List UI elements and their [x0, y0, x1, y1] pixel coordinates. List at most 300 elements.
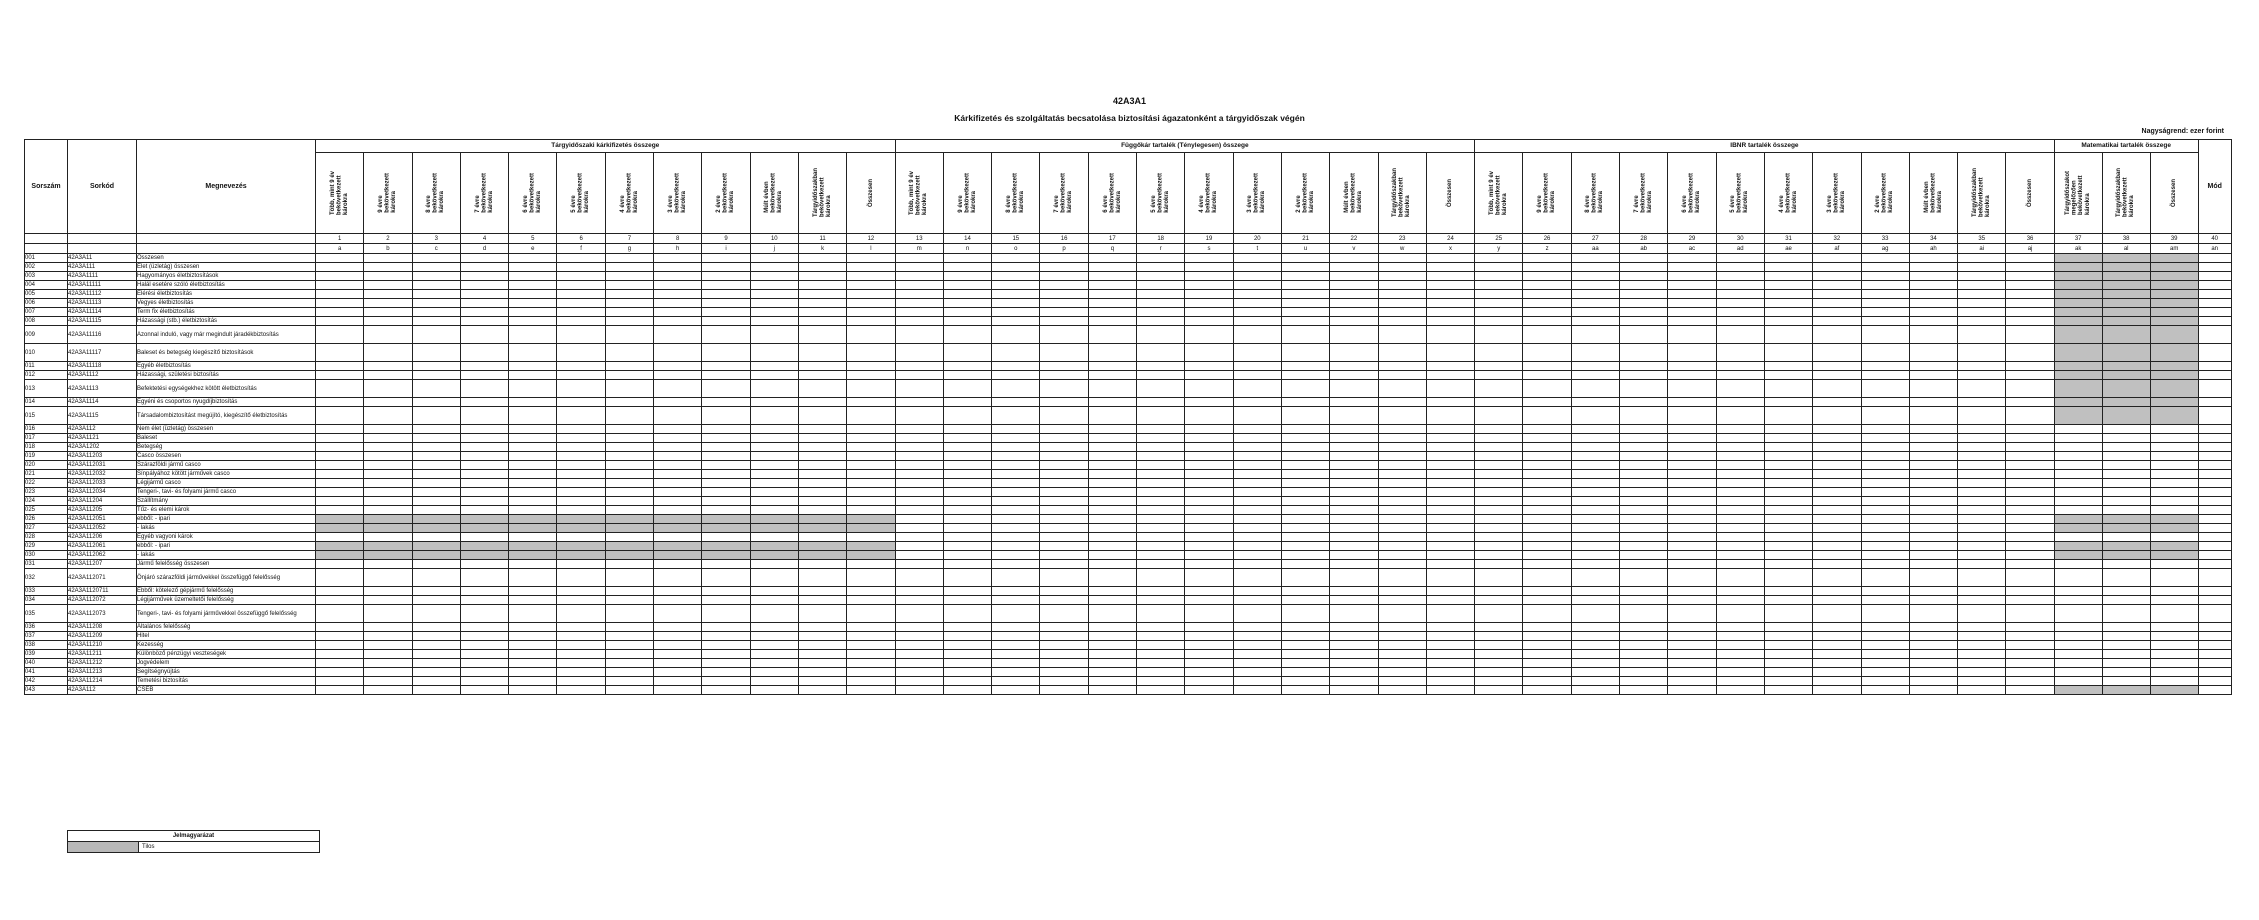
- data-cell[interactable]: [509, 272, 557, 281]
- data-cell[interactable]: [1813, 686, 1861, 695]
- data-cell[interactable]: [316, 677, 364, 686]
- data-cell[interactable]: [2054, 686, 2102, 695]
- data-cell[interactable]: [1378, 596, 1426, 605]
- data-cell[interactable]: [1909, 470, 1957, 479]
- data-cell[interactable]: [943, 263, 991, 272]
- data-cell[interactable]: [605, 551, 653, 560]
- data-cell[interactable]: [943, 506, 991, 515]
- data-cell[interactable]: [1088, 506, 1136, 515]
- data-cell[interactable]: [316, 317, 364, 326]
- data-cell[interactable]: [654, 371, 702, 380]
- data-cell[interactable]: [2006, 605, 2054, 623]
- data-cell[interactable]: [2150, 524, 2198, 533]
- data-cell[interactable]: [557, 461, 605, 470]
- data-cell[interactable]: [1426, 371, 1474, 380]
- data-cell[interactable]: [1040, 317, 1088, 326]
- data-cell[interactable]: [895, 317, 943, 326]
- data-cell[interactable]: [1233, 461, 1281, 470]
- data-cell[interactable]: [2150, 641, 2198, 650]
- data-cell[interactable]: [509, 542, 557, 551]
- data-cell[interactable]: [1088, 515, 1136, 524]
- data-cell[interactable]: [460, 632, 508, 641]
- data-cell[interactable]: [2054, 587, 2102, 596]
- data-cell[interactable]: [847, 344, 895, 362]
- data-cell[interactable]: [1330, 479, 1378, 488]
- data-cell[interactable]: [943, 686, 991, 695]
- data-cell[interactable]: [992, 254, 1040, 263]
- data-cell[interactable]: [1958, 488, 2006, 497]
- data-cell[interactable]: [1716, 515, 1764, 524]
- data-cell[interactable]: [2054, 263, 2102, 272]
- data-cell[interactable]: [1088, 326, 1136, 344]
- data-cell[interactable]: [1909, 650, 1957, 659]
- data-cell[interactable]: [2150, 326, 2198, 344]
- data-cell[interactable]: [364, 299, 412, 308]
- data-cell[interactable]: [2102, 686, 2150, 695]
- data-cell[interactable]: [798, 506, 846, 515]
- data-cell[interactable]: [1475, 560, 1523, 569]
- data-cell[interactable]: [1571, 623, 1619, 632]
- data-cell[interactable]: [1716, 254, 1764, 263]
- data-cell[interactable]: [1040, 524, 1088, 533]
- data-cell[interactable]: [1668, 398, 1716, 407]
- data-cell[interactable]: [2150, 488, 2198, 497]
- data-cell[interactable]: [1861, 560, 1909, 569]
- data-cell[interactable]: [943, 290, 991, 299]
- data-cell[interactable]: [509, 551, 557, 560]
- data-cell[interactable]: [1475, 596, 1523, 605]
- data-cell[interactable]: [1620, 362, 1668, 371]
- data-cell[interactable]: [1909, 326, 1957, 344]
- data-cell[interactable]: [2054, 515, 2102, 524]
- data-cell[interactable]: [992, 380, 1040, 398]
- data-cell[interactable]: [1330, 560, 1378, 569]
- data-cell[interactable]: [1958, 398, 2006, 407]
- data-cell[interactable]: [1426, 542, 1474, 551]
- data-cell[interactable]: [1088, 425, 1136, 434]
- data-cell[interactable]: [943, 371, 991, 380]
- data-cell[interactable]: [1330, 497, 1378, 506]
- data-cell[interactable]: [943, 272, 991, 281]
- data-cell[interactable]: [943, 650, 991, 659]
- data-cell[interactable]: [1475, 605, 1523, 623]
- data-cell[interactable]: [2198, 479, 2231, 488]
- data-cell[interactable]: [702, 623, 750, 632]
- data-cell[interactable]: [654, 560, 702, 569]
- data-cell[interactable]: [460, 650, 508, 659]
- data-cell[interactable]: [412, 407, 460, 425]
- data-cell[interactable]: [2102, 470, 2150, 479]
- data-cell[interactable]: [1861, 659, 1909, 668]
- data-cell[interactable]: [1330, 434, 1378, 443]
- data-cell[interactable]: [460, 407, 508, 425]
- data-cell[interactable]: [2150, 560, 2198, 569]
- data-cell[interactable]: [943, 524, 991, 533]
- data-cell[interactable]: [1137, 506, 1185, 515]
- data-cell[interactable]: [2150, 263, 2198, 272]
- data-cell[interactable]: [2198, 371, 2231, 380]
- data-cell[interactable]: [2102, 326, 2150, 344]
- data-cell[interactable]: [2198, 425, 2231, 434]
- data-cell[interactable]: [798, 641, 846, 650]
- data-cell[interactable]: [1716, 434, 1764, 443]
- data-cell[interactable]: [316, 542, 364, 551]
- data-cell[interactable]: [1137, 560, 1185, 569]
- data-cell[interactable]: [943, 605, 991, 623]
- data-cell[interactable]: [2006, 596, 2054, 605]
- data-cell[interactable]: [1813, 605, 1861, 623]
- data-cell[interactable]: [509, 479, 557, 488]
- data-cell[interactable]: [1620, 425, 1668, 434]
- data-cell[interactable]: [1958, 497, 2006, 506]
- data-cell[interactable]: [1958, 551, 2006, 560]
- data-cell[interactable]: [2150, 605, 2198, 623]
- data-cell[interactable]: [1571, 596, 1619, 605]
- data-cell[interactable]: [1571, 470, 1619, 479]
- data-cell[interactable]: [1281, 551, 1329, 560]
- data-cell[interactable]: [943, 398, 991, 407]
- data-cell[interactable]: [364, 443, 412, 452]
- data-cell[interactable]: [1330, 686, 1378, 695]
- data-cell[interactable]: [992, 551, 1040, 560]
- data-cell[interactable]: [1137, 587, 1185, 596]
- data-cell[interactable]: [1764, 686, 1812, 695]
- data-cell[interactable]: [509, 659, 557, 668]
- data-cell[interactable]: [460, 263, 508, 272]
- data-cell[interactable]: [2198, 560, 2231, 569]
- data-cell[interactable]: [2102, 677, 2150, 686]
- data-cell[interactable]: [2006, 623, 2054, 632]
- data-cell[interactable]: [2054, 650, 2102, 659]
- data-cell[interactable]: [992, 281, 1040, 290]
- data-cell[interactable]: [847, 407, 895, 425]
- data-cell[interactable]: [2054, 524, 2102, 533]
- data-cell[interactable]: [2150, 461, 2198, 470]
- data-cell[interactable]: [1426, 344, 1474, 362]
- data-cell[interactable]: [1620, 641, 1668, 650]
- data-cell[interactable]: [1475, 263, 1523, 272]
- data-cell[interactable]: [750, 452, 798, 461]
- data-cell[interactable]: [1523, 560, 1571, 569]
- data-cell[interactable]: [798, 398, 846, 407]
- data-cell[interactable]: [1571, 452, 1619, 461]
- data-cell[interactable]: [1426, 560, 1474, 569]
- data-cell[interactable]: [364, 434, 412, 443]
- data-cell[interactable]: [847, 443, 895, 452]
- data-cell[interactable]: [1909, 272, 1957, 281]
- data-cell[interactable]: [364, 407, 412, 425]
- data-cell[interactable]: [1185, 587, 1233, 596]
- data-cell[interactable]: [798, 533, 846, 542]
- data-cell[interactable]: [1378, 326, 1426, 344]
- data-cell[interactable]: [702, 488, 750, 497]
- data-cell[interactable]: [1137, 533, 1185, 542]
- data-cell[interactable]: [1475, 461, 1523, 470]
- data-cell[interactable]: [316, 299, 364, 308]
- data-cell[interactable]: [2102, 443, 2150, 452]
- data-cell[interactable]: [1281, 281, 1329, 290]
- data-cell[interactable]: [1523, 551, 1571, 560]
- data-cell[interactable]: [1668, 272, 1716, 281]
- data-cell[interactable]: [1378, 569, 1426, 587]
- data-cell[interactable]: [750, 461, 798, 470]
- data-cell[interactable]: [1475, 488, 1523, 497]
- data-cell[interactable]: [2102, 398, 2150, 407]
- data-cell[interactable]: [1861, 443, 1909, 452]
- data-cell[interactable]: [2054, 281, 2102, 290]
- data-cell[interactable]: [943, 470, 991, 479]
- data-cell[interactable]: [750, 254, 798, 263]
- data-cell[interactable]: [316, 281, 364, 290]
- data-cell[interactable]: [798, 587, 846, 596]
- data-cell[interactable]: [1620, 569, 1668, 587]
- data-cell[interactable]: [2006, 659, 2054, 668]
- data-cell[interactable]: [2198, 533, 2231, 542]
- data-cell[interactable]: [750, 587, 798, 596]
- data-cell[interactable]: [943, 299, 991, 308]
- data-cell[interactable]: [1764, 326, 1812, 344]
- data-cell[interactable]: [1378, 344, 1426, 362]
- data-cell[interactable]: [1813, 425, 1861, 434]
- data-cell[interactable]: [1620, 650, 1668, 659]
- data-cell[interactable]: [992, 299, 1040, 308]
- data-cell[interactable]: [605, 596, 653, 605]
- data-cell[interactable]: [1813, 308, 1861, 317]
- data-cell[interactable]: [1620, 587, 1668, 596]
- data-cell[interactable]: [2006, 443, 2054, 452]
- data-cell[interactable]: [992, 686, 1040, 695]
- data-cell[interactable]: [1475, 272, 1523, 281]
- data-cell[interactable]: [1571, 641, 1619, 650]
- data-cell[interactable]: [1958, 587, 2006, 596]
- data-cell[interactable]: [557, 488, 605, 497]
- data-cell[interactable]: [1281, 605, 1329, 623]
- data-cell[interactable]: [364, 533, 412, 542]
- data-cell[interactable]: [992, 488, 1040, 497]
- data-cell[interactable]: [1620, 479, 1668, 488]
- data-cell[interactable]: [2102, 344, 2150, 362]
- data-cell[interactable]: [1571, 272, 1619, 281]
- data-cell[interactable]: [509, 362, 557, 371]
- data-cell[interactable]: [895, 362, 943, 371]
- data-cell[interactable]: [460, 596, 508, 605]
- data-cell[interactable]: [654, 272, 702, 281]
- data-cell[interactable]: [750, 650, 798, 659]
- data-cell[interactable]: [1571, 308, 1619, 317]
- data-cell[interactable]: [798, 380, 846, 398]
- data-cell[interactable]: [2102, 371, 2150, 380]
- data-cell[interactable]: [1571, 326, 1619, 344]
- data-cell[interactable]: [943, 677, 991, 686]
- data-cell[interactable]: [364, 254, 412, 263]
- data-cell[interactable]: [895, 677, 943, 686]
- data-cell[interactable]: [2006, 326, 2054, 344]
- data-cell[interactable]: [1909, 380, 1957, 398]
- data-cell[interactable]: [1523, 677, 1571, 686]
- data-cell[interactable]: [509, 452, 557, 461]
- data-cell[interactable]: [895, 650, 943, 659]
- data-cell[interactable]: [1330, 398, 1378, 407]
- data-cell[interactable]: [750, 308, 798, 317]
- data-cell[interactable]: [943, 497, 991, 506]
- data-cell[interactable]: [750, 362, 798, 371]
- data-cell[interactable]: [1571, 443, 1619, 452]
- data-cell[interactable]: [1330, 254, 1378, 263]
- data-cell[interactable]: [1523, 479, 1571, 488]
- data-cell[interactable]: [1426, 659, 1474, 668]
- data-cell[interactable]: [364, 470, 412, 479]
- data-cell[interactable]: [1475, 641, 1523, 650]
- data-cell[interactable]: [509, 290, 557, 299]
- data-cell[interactable]: [1378, 524, 1426, 533]
- data-cell[interactable]: [557, 380, 605, 398]
- data-cell[interactable]: [1233, 425, 1281, 434]
- data-cell[interactable]: [412, 281, 460, 290]
- data-cell[interactable]: [654, 479, 702, 488]
- data-cell[interactable]: [1764, 362, 1812, 371]
- data-cell[interactable]: [316, 632, 364, 641]
- data-cell[interactable]: [2198, 362, 2231, 371]
- data-cell[interactable]: [1040, 380, 1088, 398]
- data-cell[interactable]: [1668, 677, 1716, 686]
- data-cell[interactable]: [1233, 506, 1281, 515]
- data-cell[interactable]: [460, 317, 508, 326]
- data-cell[interactable]: [895, 515, 943, 524]
- data-cell[interactable]: [1620, 371, 1668, 380]
- data-cell[interactable]: [1523, 497, 1571, 506]
- data-cell[interactable]: [2198, 443, 2231, 452]
- data-cell[interactable]: [412, 596, 460, 605]
- data-cell[interactable]: [2006, 488, 2054, 497]
- data-cell[interactable]: [1281, 326, 1329, 344]
- data-cell[interactable]: [2150, 596, 2198, 605]
- data-cell[interactable]: [1281, 344, 1329, 362]
- data-cell[interactable]: [1088, 380, 1136, 398]
- data-cell[interactable]: [2150, 506, 2198, 515]
- data-cell[interactable]: [1088, 308, 1136, 317]
- data-cell[interactable]: [1281, 659, 1329, 668]
- data-cell[interactable]: [2150, 470, 2198, 479]
- data-cell[interactable]: [1716, 425, 1764, 434]
- data-cell[interactable]: [992, 524, 1040, 533]
- data-cell[interactable]: [750, 443, 798, 452]
- data-cell[interactable]: [1716, 569, 1764, 587]
- data-cell[interactable]: [605, 407, 653, 425]
- data-cell[interactable]: [1330, 587, 1378, 596]
- data-cell[interactable]: [1475, 515, 1523, 524]
- data-cell[interactable]: [1040, 308, 1088, 317]
- data-cell[interactable]: [943, 326, 991, 344]
- data-cell[interactable]: [1958, 542, 2006, 551]
- data-cell[interactable]: [1716, 641, 1764, 650]
- data-cell[interactable]: [1764, 254, 1812, 263]
- data-cell[interactable]: [1040, 569, 1088, 587]
- data-cell[interactable]: [2198, 497, 2231, 506]
- data-cell[interactable]: [1185, 317, 1233, 326]
- data-cell[interactable]: [1137, 551, 1185, 560]
- data-cell[interactable]: [1813, 290, 1861, 299]
- data-cell[interactable]: [2102, 434, 2150, 443]
- data-cell[interactable]: [2006, 668, 2054, 677]
- data-cell[interactable]: [1909, 299, 1957, 308]
- data-cell[interactable]: [943, 668, 991, 677]
- data-cell[interactable]: [847, 677, 895, 686]
- data-cell[interactable]: [1764, 479, 1812, 488]
- data-cell[interactable]: [1764, 542, 1812, 551]
- data-cell[interactable]: [1958, 434, 2006, 443]
- data-cell[interactable]: [605, 659, 653, 668]
- data-cell[interactable]: [605, 452, 653, 461]
- data-cell[interactable]: [1620, 299, 1668, 308]
- data-cell[interactable]: [1281, 524, 1329, 533]
- data-cell[interactable]: [1378, 272, 1426, 281]
- data-cell[interactable]: [1813, 569, 1861, 587]
- data-cell[interactable]: [605, 443, 653, 452]
- data-cell[interactable]: [364, 596, 412, 605]
- data-cell[interactable]: [605, 488, 653, 497]
- data-cell[interactable]: [1909, 281, 1957, 290]
- data-cell[interactable]: [750, 668, 798, 677]
- data-cell[interactable]: [1137, 641, 1185, 650]
- data-cell[interactable]: [557, 452, 605, 461]
- data-cell[interactable]: [1281, 569, 1329, 587]
- data-cell[interactable]: [2054, 407, 2102, 425]
- data-cell[interactable]: [654, 605, 702, 623]
- data-cell[interactable]: [1426, 272, 1474, 281]
- data-cell[interactable]: [557, 281, 605, 290]
- data-cell[interactable]: [557, 659, 605, 668]
- data-cell[interactable]: [1040, 488, 1088, 497]
- data-cell[interactable]: [2198, 470, 2231, 479]
- data-cell[interactable]: [2102, 650, 2150, 659]
- data-cell[interactable]: [1426, 434, 1474, 443]
- data-cell[interactable]: [1523, 506, 1571, 515]
- data-cell[interactable]: [1571, 506, 1619, 515]
- data-cell[interactable]: [509, 641, 557, 650]
- data-cell[interactable]: [1764, 317, 1812, 326]
- data-cell[interactable]: [1716, 317, 1764, 326]
- data-cell[interactable]: [1233, 290, 1281, 299]
- data-cell[interactable]: [798, 623, 846, 632]
- data-cell[interactable]: [1620, 344, 1668, 362]
- data-cell[interactable]: [1137, 686, 1185, 695]
- data-cell[interactable]: [847, 632, 895, 641]
- data-cell[interactable]: [1861, 497, 1909, 506]
- data-cell[interactable]: [1281, 641, 1329, 650]
- data-cell[interactable]: [1330, 461, 1378, 470]
- data-cell[interactable]: [1137, 668, 1185, 677]
- data-cell[interactable]: [750, 605, 798, 623]
- data-cell[interactable]: [1764, 344, 1812, 362]
- data-cell[interactable]: [1233, 398, 1281, 407]
- data-cell[interactable]: [750, 569, 798, 587]
- data-cell[interactable]: [992, 506, 1040, 515]
- data-cell[interactable]: [557, 326, 605, 344]
- data-cell[interactable]: [2006, 272, 2054, 281]
- data-cell[interactable]: [1861, 308, 1909, 317]
- data-cell[interactable]: [943, 551, 991, 560]
- data-cell[interactable]: [1426, 488, 1474, 497]
- data-cell[interactable]: [412, 254, 460, 263]
- data-cell[interactable]: [1185, 281, 1233, 290]
- data-cell[interactable]: [798, 650, 846, 659]
- data-cell[interactable]: [460, 542, 508, 551]
- data-cell[interactable]: [1137, 659, 1185, 668]
- data-cell[interactable]: [798, 524, 846, 533]
- data-cell[interactable]: [798, 443, 846, 452]
- data-cell[interactable]: [1137, 542, 1185, 551]
- data-cell[interactable]: [1040, 605, 1088, 623]
